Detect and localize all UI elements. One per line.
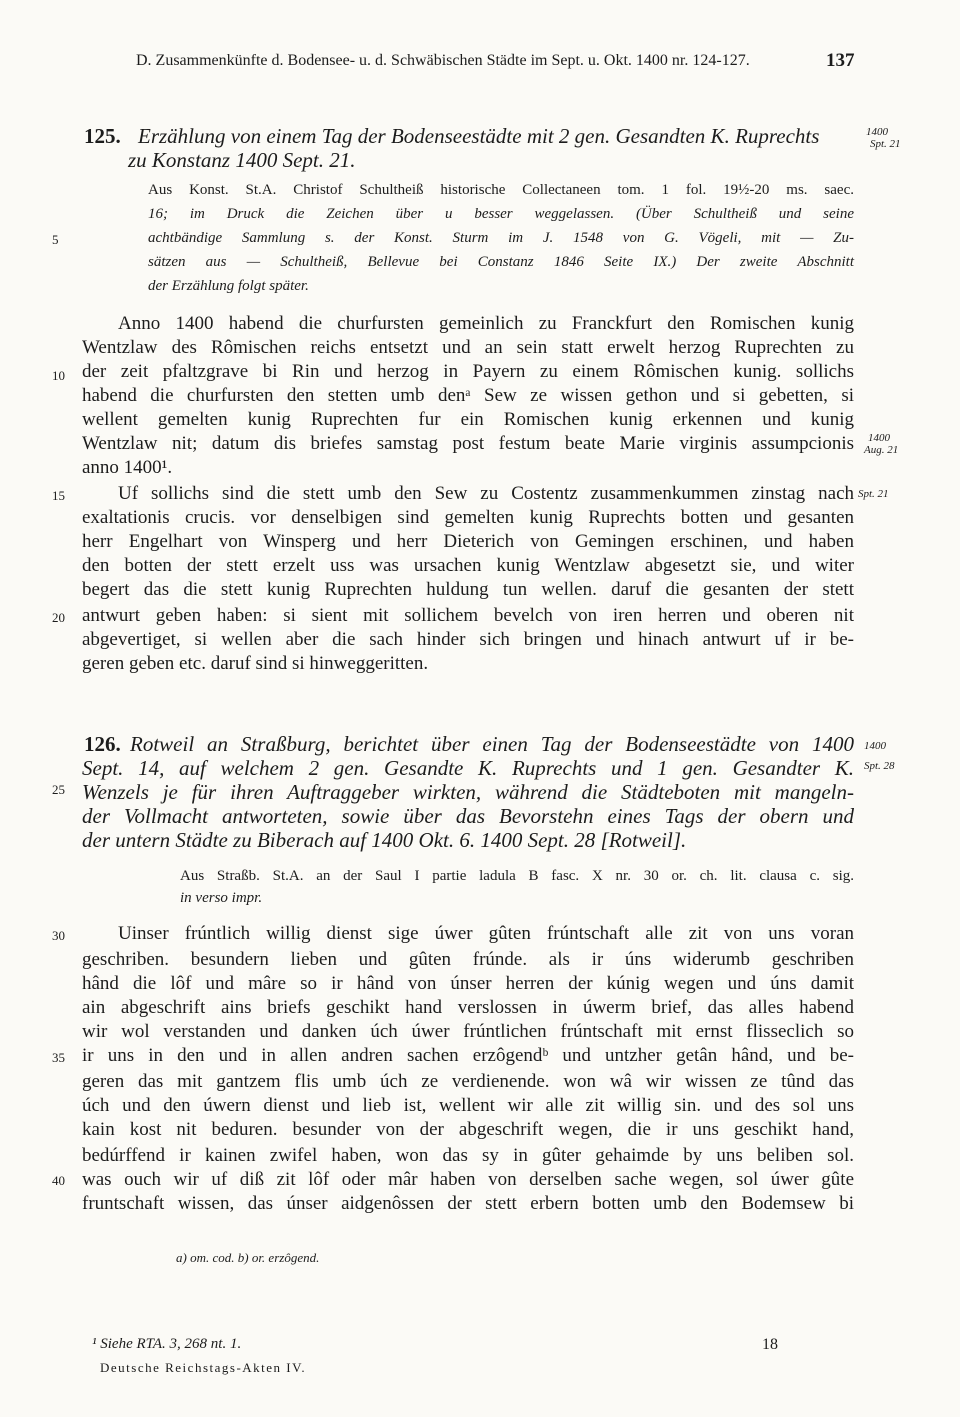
- source-line: sätzen aus — Schultheiß, Bellevue bei Constanz 1846 Seite IX.) Der zweite Abschnitt: [148, 254, 854, 270]
- margin-year: 1400: [866, 126, 888, 138]
- margin-day: Spt. 28: [864, 760, 895, 772]
- source-line: 16; im Druck die Zeichen über u besser weggelassen. (Über Schultheiß und seine: [148, 206, 854, 222]
- text-line: Anno 1400 habend die churfursten gemeinlich zu Franckfurt den Romischen kunig: [118, 313, 854, 334]
- source-line: in verso impr.: [180, 890, 263, 906]
- text-line: kain kost nit beduren. besunder von der abgeschrift wegen, die ir uns geschikt hand,: [82, 1119, 854, 1140]
- text-line: fruntschaft wissen, das únser aidgenôssen der stett erbern botten umb den Bodemsew bi: [82, 1193, 854, 1214]
- text-line: geren geben etc. daruf sind si hinweggeritten.: [82, 653, 429, 674]
- text-line: was ouch wir uf diß zit lôf oder mâr haben von derselben sache wegen, sol úwer gûte: [82, 1169, 854, 1190]
- line-number: 25: [52, 782, 65, 797]
- doc125-margin-spt: Spt. 21: [858, 488, 889, 500]
- source-line: Aus Konst. St.A. Christof Schultheiß historische Collectaneen tom. 1 fol. 19½-20 ms. saec.: [148, 182, 854, 198]
- text-line: der zeit pfaltzgrave bi Rin und herzog in Payern zu einem Rômischen kunig. sollichs: [82, 361, 854, 382]
- text-line: den botten der stett erzelt uss was ursachen kunig Wentzlaw abgesetzt sie, und witer: [82, 555, 854, 576]
- doc126-title-line-4: der Vollmacht antworteten, sowie über das Bevorstehn eines Tags der obern und: [82, 804, 854, 828]
- doc125-title-line-2: zu Konstanz 1400 Sept. 21.: [128, 148, 356, 172]
- page-number: 137: [826, 50, 855, 71]
- series-title: Deutsche Reichstags-Akten IV.: [100, 1360, 307, 1375]
- line-number: 5: [52, 232, 59, 247]
- source-line: der Erzählung folgt später.: [148, 278, 309, 294]
- text-line: antwurt geben haben: si sient mit sollichem bevelch von iren herren und oberen nit: [82, 605, 854, 626]
- text-line: Uinser frúntlich willig dienst sige úwer gûten frúntschaft alle zit von uns voran: [118, 923, 854, 944]
- text-line: Wentzlaw nit; datum dis briefes samstag post festum beate Marie virginis assumpcionis: [82, 433, 854, 454]
- doc126-title-line-1: Rotweil an Straßburg, berichtet über einen Tag der Bodenseestädte von 1400: [130, 732, 854, 756]
- footnote: ¹ Siehe RTA. 3, 268 nt. 1.: [92, 1336, 242, 1352]
- doc125-number: 125.: [84, 124, 121, 148]
- text-line: hând die lôf und mâre so ir hând von únser herren der kúnig wegen und úns damit: [82, 973, 854, 994]
- text-line: abgevertiget, si wellen aber die sach hinder sich bringen und hinach antwurt uf ir be-: [82, 629, 854, 650]
- doc126-title-line-3: Wenzels je für ihren Auftraggeber wirkten, während die Städteboten mit mangeln-: [82, 780, 854, 804]
- line-number: 10: [52, 368, 65, 383]
- doc125-margin-aug: [864, 432, 959, 456]
- text-line: ir uns in den und in allen andren sachen erzôgendᵇ und untzher getân hând, und be-: [82, 1045, 854, 1066]
- line-number: 30: [52, 928, 65, 943]
- text-line: bedúrffend ir kainen zwifel haben, won das sy in gûter gehaimde by uns beliben sol.: [82, 1145, 854, 1166]
- text-line: exaltationis crucis. vor denselbigen sind gemelten kunig Ruprechts botten und gesanten: [82, 507, 854, 528]
- source-line: achtbändige Sammlung s. der Konst. Sturm im J. 1548 von G. Vögeli, mit — Zu-: [148, 230, 854, 246]
- text-line: Wentzlaw des Rômischen reichs entsetzt und an sein statt erwelt herzog Ruprechten zu: [82, 337, 854, 358]
- sheet-signature: 18: [762, 1336, 778, 1353]
- line-number: 35: [52, 1050, 65, 1065]
- doc125-title-line-1: Erzählung von einem Tag der Bodenseestädte mit 2 gen. Gesandten K. Ruprechts: [138, 124, 820, 148]
- margin-year: 1400: [864, 740, 886, 752]
- critical-apparatus: a) om. cod. b) or. erzôgend.: [176, 1250, 320, 1265]
- text-line: wellent gemelten kunig Ruprechten fur ein Romischen kunig erkennen und kunig: [82, 409, 854, 430]
- doc126-title-line-5: der untern Städte zu Biberach auf 1400 Okt. 6. 1400 Sept. 28 [Rotweil].: [82, 828, 687, 852]
- line-number: 20: [52, 610, 65, 625]
- text-line: geschriben. besundern lieben und gûten frúnde. als ir úns widerumb geschriben: [82, 949, 854, 970]
- doc126-title-line-2: Sept. 14, auf welchem 2 gen. Gesandte K. Ruprechts und 1 gen. Gesandter K.: [82, 756, 854, 780]
- text-line: habend die churfursten den stetten umb denᵃ Sew ze wissen gethon und si gebetten, si: [82, 385, 854, 406]
- text-line: wir wol verstanden und danken úch úwer frúntlichen frúntschaft mit ernst flisseclich so: [82, 1021, 854, 1042]
- text-line: geren das mit gantzem flis umb úch ze verdienende. won wâ wir wissen ze tûnd das: [82, 1071, 854, 1092]
- running-head: [136, 52, 866, 70]
- text-line: Uf sollichs sind die stett umb den Sew zu Costentz zusammenkummen zinstag nach: [118, 483, 854, 504]
- text-line: begert das die stett kunig Ruprechten huldung tun wellen. daruf die gesanten der stett: [82, 579, 854, 600]
- margin-day: Aug. 21: [864, 444, 899, 456]
- doc126-number: 126.: [84, 732, 121, 756]
- doc125-margin-date: [866, 126, 960, 150]
- text-line: ain abgeschrift ains briefs geschikt hand verslossen in úwerm brief, das alles habend: [82, 997, 854, 1018]
- margin-year: 1400: [868, 432, 890, 444]
- line-number: 40: [52, 1173, 65, 1188]
- source-line: Aus Straßb. St.A. an der Saul I partie ladula B fasc. X nr. 30 or. ch. lit. clausa c. sig.: [180, 868, 854, 884]
- text-line: anno 1400¹.: [82, 457, 173, 478]
- line-number: 15: [52, 488, 65, 503]
- text-line: úch und den úwern dienst und lieb ist, wellent wir alle zit willig sin. und des sol uns: [82, 1095, 854, 1116]
- text-line: herr Engelhart von Winsperg und herr Dieterich von Gemingen erschinen, und haben: [82, 531, 854, 552]
- running-head-text: D. Zusammenkünfte d. Bodensee- u. d. Schwäbischen Städte im Sept. u. Okt. 1400 nr. 124-127.: [136, 52, 750, 69]
- margin-day: Spt. 21: [870, 138, 901, 150]
- doc126-margin-date: [864, 740, 959, 772]
